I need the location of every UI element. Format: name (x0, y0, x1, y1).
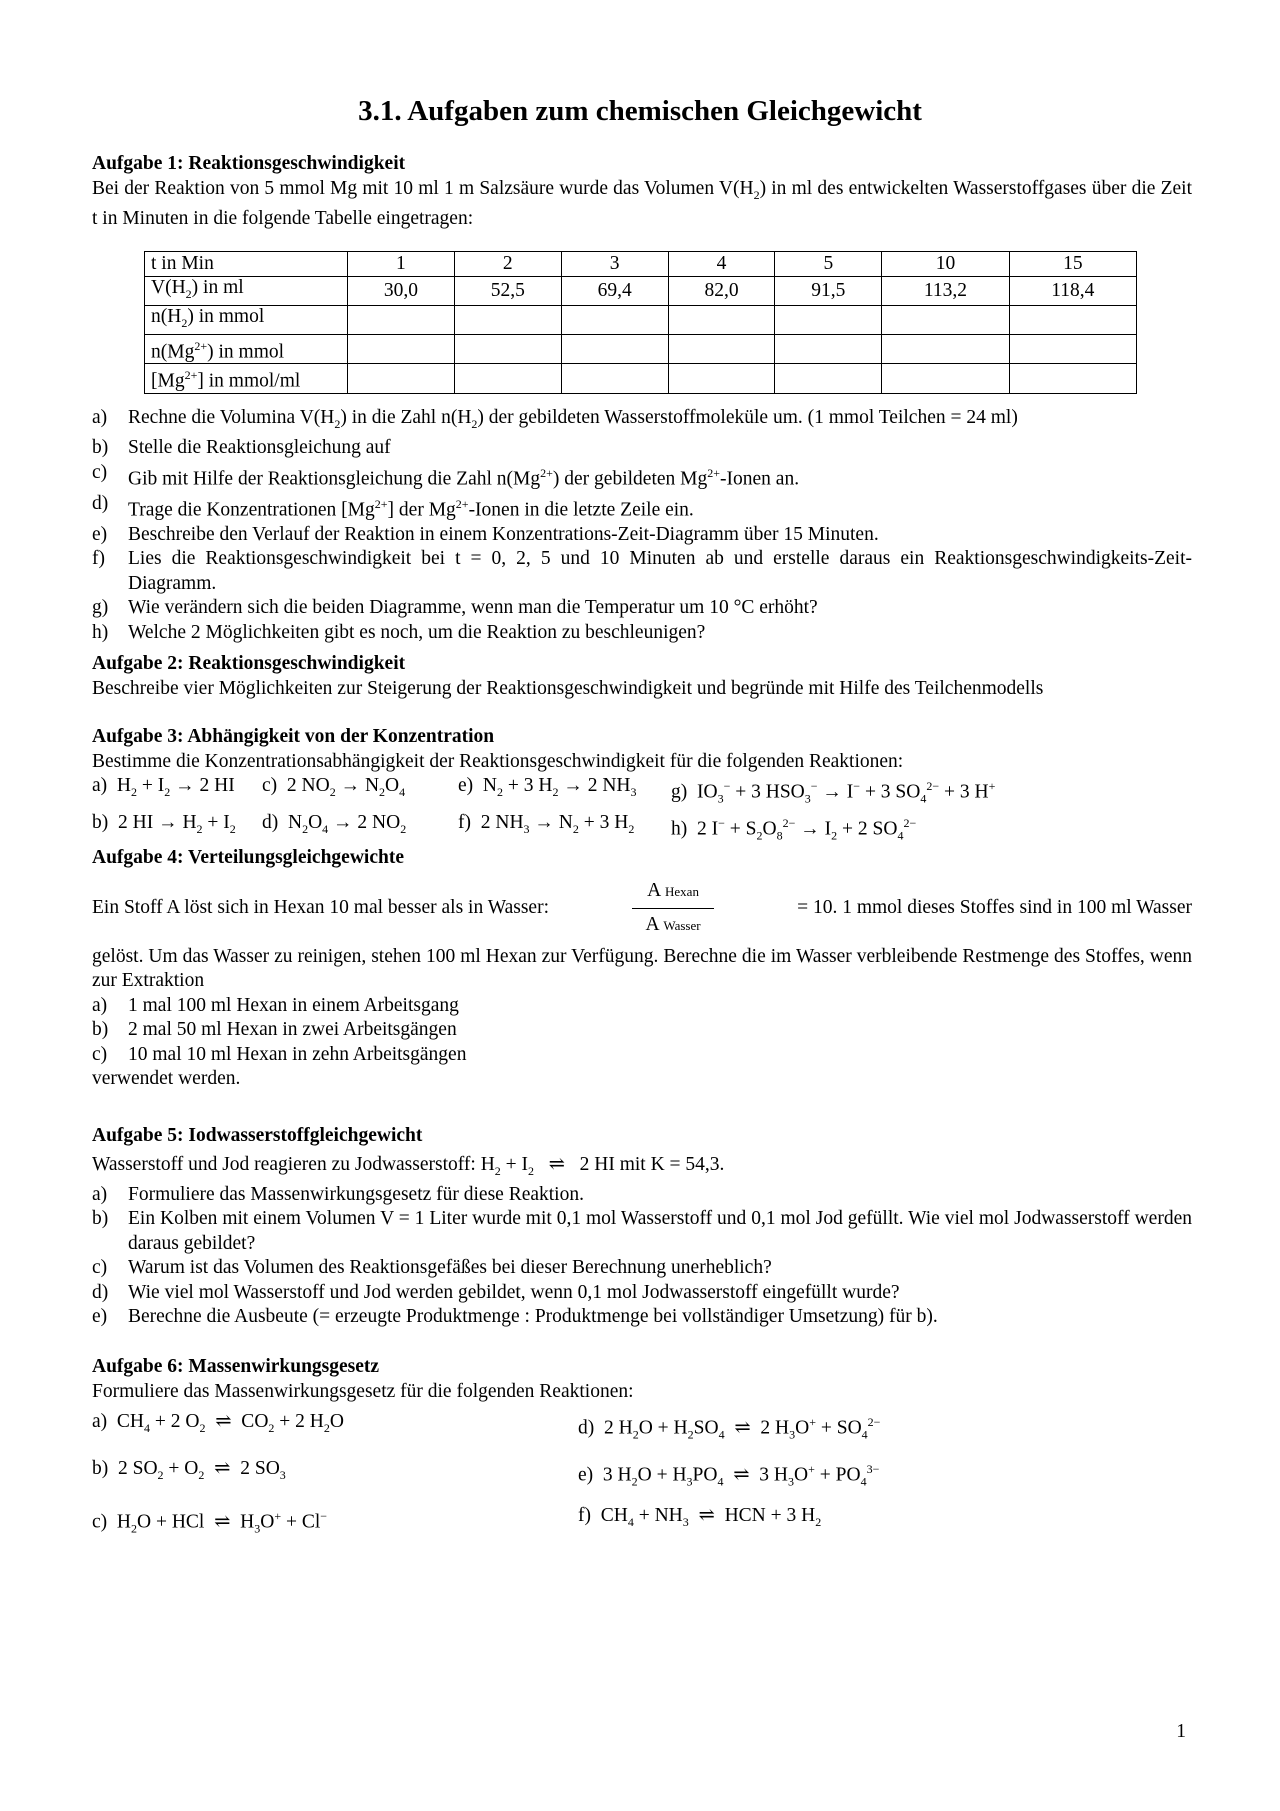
task-3-text: Bestimme die Konzentrationsabhängigkeit der Reaktionsgeschwindigkeit für die folgenden Reaktionen: (92, 750, 904, 772)
list-item: c) 10 mal 10 ml Hexan in zehn Arbeitsgängen (92, 1043, 467, 1065)
task-2-heading: Aufgabe 2: Reaktionsgeschwindigkeit (92, 653, 406, 674)
list-item: c) Warum ist das Volumen des Reaktionsgefäßes bei dieser Berechnung unerheblich? (92, 1257, 772, 1279)
equation: f) $CH_4 + NH_3$ ⇌ HCN + 3 $H_2$ (578, 1504, 822, 1529)
task-5-lead: Wasserstoff und Jod reagieren zu Jodwasserstoff: $H_2 + I_2$ ⇌ 2 HI mit K = 54,3. (92, 1153, 725, 1178)
equation: d) $N_2O_4 \to 2$ $NO_2$ (262, 811, 407, 836)
partition-equation: Ein Stoff A löst sich in Hexan 10 mal besser als in Wasser: $\frac{\text{A Hexan}}{\text{A Wasser}}$ = 10. 1 mmol dieses Stoffes sind in 100 ml Wasser (92, 879, 1192, 939)
task-3 (92, 725, 1192, 848)
task-4-heading: Aufgabe 4: Verteilungsgleichgewichte (92, 847, 404, 868)
partition-fraction: $\frac{\text{A Hexan}}{\text{A Wasser}}$ (632, 879, 714, 939)
list-item: a) Formuliere das Massenwirkungsgesetz für diese Reaktion. (92, 1183, 584, 1205)
task-3-heading: Aufgabe 3: Abhängigkeit von der Konzentration (92, 726, 495, 747)
list-item: e) Beschreibe den Verlauf der Reaktion in einem Konzentrations-Zeit-Diagramm über 15 Minuten. (92, 523, 879, 545)
table-row: t in Min 1 2 3 4 5 10 15 (145, 252, 1137, 277)
list-item: g) Wie verändern sich die beiden Diagramme, wenn man die Temperatur um 10 °C erhöht? (92, 597, 818, 619)
equation: b) 2 HI → $H_2 + I_2$ (92, 811, 236, 836)
task-6-text: Formuliere das Massenwirkungsgesetz für die folgenden Reaktionen: (92, 1380, 634, 1402)
list-item: h) Welche 2 Möglichkeiten gibt es noch, um die Reaktion zu beschleunigen? (92, 621, 706, 643)
task-6 (92, 1355, 1192, 1541)
task-6-heading: Aufgabe 6: Massenwirkungsgesetz (92, 1356, 380, 1377)
equation: c) $H_2O$ + HCl ⇌ $H_3O^+ + Cl^-$ (92, 1508, 328, 1536)
equation: a) $CH_4 + 2$ $O_2$ ⇌ $CO_2 + 2$ $H_2O$ (92, 1411, 344, 1435)
list-item: a) Rechne die Volumina $V(H_2)$ in die Zahl $n(H_2)$ der gebildeten Wasserstoffmoleküle um. (1 mmol Teilchen = 24 ml) (92, 407, 1018, 431)
task-1-intro: Bei der Reaktion von 5 mmol Mg mit 10 ml 1 m Salzsäure wurde das Volumen $V(H_2)$ in ml des entwickelten Wasserstoffgases über die Zeit t in Minuten in die folgende Tabelle eingetragen: (92, 177, 1192, 229)
list-item: b) Stelle die Reaktionsgleichung auf (92, 437, 391, 459)
table-row: $n(H_2)$ in mmol (145, 305, 1137, 334)
task-2 (92, 652, 1192, 701)
equation: e) 3 $H_2O + H_3PO_4$ ⇌ 3 $H_3O^+ + PO_4^{3-}$ (578, 1461, 880, 1489)
equation: b) 2 $SO_2 + O_2$ ⇌ 2 $SO_3$ (92, 1457, 286, 1482)
task-5-heading: Aufgabe 5: Iodwasserstoffgleichgewicht (92, 1125, 423, 1146)
task-1 (92, 152, 1192, 231)
list-item: a) 1 mal 100 ml Hexan in einem Arbeitsgang (92, 994, 459, 1016)
list-item: e) Berechne die Ausbeute (= erzeugte Produktmenge : Produktmenge bei vollständiger Umsetzung) für b). (92, 1306, 938, 1328)
task-1-questions (92, 406, 1192, 645)
equation: e) $N_2 + 3$ $H_2 \to 2$ $NH_3$ (458, 775, 637, 799)
list-item: d) Trage die Konzentrationen $[Mg^{2+}]$ der $Mg^{2+}$-Ionen in die letzte Zeile ein. (92, 492, 694, 521)
task-4: Aufgabe 4: Verteilungsgleichgewichte Ein Stoff A löst sich in Hexan 10 mal besser als in Wasser: $\frac{\text{A Hexan}}{\text{A Wasser}}$ = 10. 1 mmol dieses Stoffes sind in 100 ml Wasser gelöst. Um das Wasser zu reinigen, stehen 100 ml Hexan zur Verfügung. Berechne die im Wasser verbleibende Restmenge des Stoffes, wenn zur Extraktion a) 1 mal 100 ml Hexan in einem Arbeitsgang b) 2 mal 50 ml Hexan in zwei Arbeitsgängen c) 10 mal 10 ml Hexan in zehn Arbeitsgängen verwendet werden. (92, 847, 1192, 1089)
equation: d) 2 $H_2O + H_2SO_4$ ⇌ 2 $H_3O^+ + SO_4^{2-}$ (578, 1415, 881, 1442)
list-item: f) Lies die Reaktionsgeschwindigkeit bei t = 0, 2, 5 und 10 Minuten ab und erstelle daraus ein Reaktionsgeschwindigkeits-Zeit-Diagramm. (92, 548, 1192, 594)
task-1-heading: Aufgabe 1: Reaktionsgeschwindigkeit (92, 153, 406, 174)
equilibrium-list (92, 1410, 1192, 1541)
page-title: 3.1. Aufgaben zum chemischen Gleichgewicht (358, 95, 922, 127)
page-number: 1 (1176, 1721, 1186, 1742)
table-row: $[Mg^{2+}]$ in mmol/ml (145, 364, 1137, 394)
equation: a) $H_2 + I_2 \to 2$ HI (92, 775, 235, 799)
list-item: b) 2 mal 50 ml Hexan in zwei Arbeitsgängen (92, 1019, 457, 1040)
list-item: b) Ein Kolben mit einem Volumen V = 1 Liter wurde mit 0,1 mol Wasserstoff und 0,1 mol Jod gefüllt. Wie viel mol Jodwasserstoff werden daraus gebildet? (92, 1208, 1192, 1254)
table-row: $V(H_2)$ in ml 30,0 52,5 69,4 82,0 91,5 113,2 118,4 (145, 277, 1137, 306)
equation-list (92, 774, 1192, 848)
list-item: d) Wie viel mol Wasserstoff und Jod werden gebildet, wenn 0,1 mol Jodwasserstoff eingefüllt wurde? (92, 1281, 900, 1303)
equation: f) 2 $NH_3 \to N_2 + 3$ $H_2$ (458, 811, 635, 836)
equation: g) $IO_3^- + 3$ $HSO_3^- \to I^- + 3$ $SO_4^{2-} + 3$ H+ (671, 779, 996, 806)
task-5 (92, 1124, 1192, 1330)
equation: c) 2 $NO_2 \to N_2O_4$ (262, 775, 406, 799)
table-row: $n(Mg^{2+})$ in mmol (145, 334, 1137, 364)
list-item: c) Gib mit Hilfe der Reaktionsgleichung die Zahl $n(Mg^{2+})$ der gebildeten $Mg^{2+}$-Ionen an. (92, 461, 800, 490)
volume-table (144, 251, 1137, 394)
equation: h) 2 $I^- + S_2O_8^{2-} \to I_2 + 2$ $SO_4^{2-}$ (671, 815, 917, 843)
task-2-text: Beschreibe vier Möglichkeiten zur Steigerung der Reaktionsgeschwindigkeit und begründe mit Hilfe des Teilchenmodells (92, 677, 1044, 699)
